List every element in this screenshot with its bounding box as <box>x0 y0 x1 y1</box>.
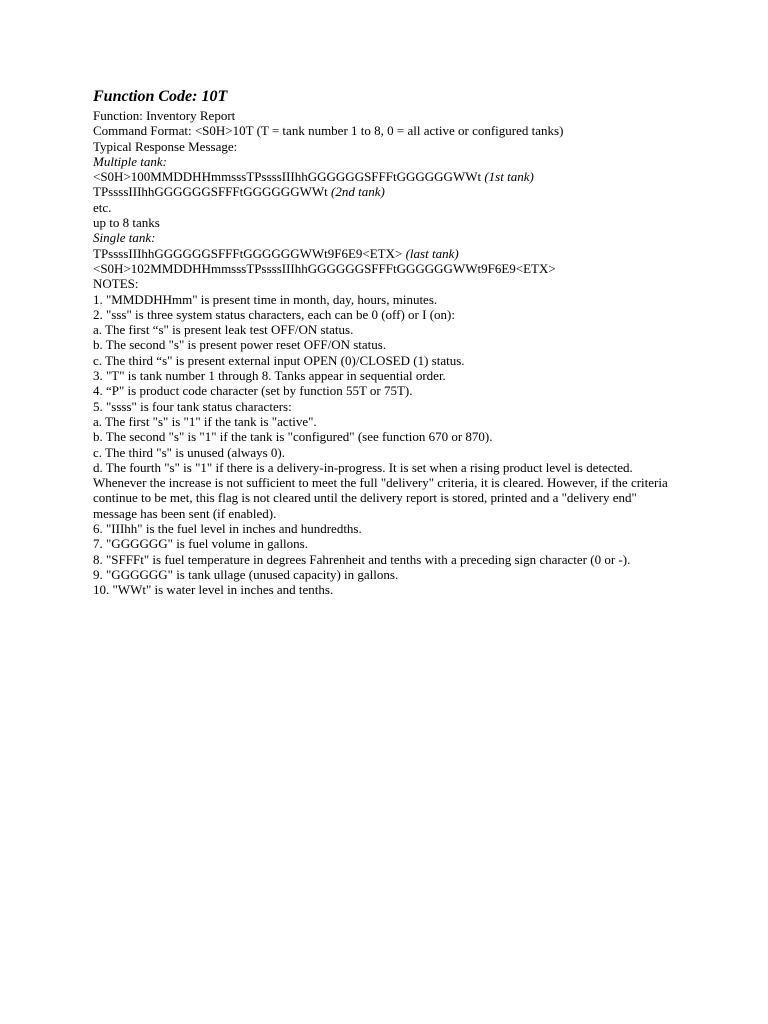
note-5a: a. The first "s" is "1" if the tank is "active". <box>93 413 317 429</box>
note-1: 1. "MMDDHHmm" is present time in month, day, hours, minutes. <box>93 291 438 307</box>
notes-heading: NOTES: <box>93 276 139 292</box>
note-10: 10. "WWt" is water level in inches and tenths. <box>93 582 334 598</box>
command-format-line: Command Format: <S0H>10T (T = tank number 1 to 8, 0 = all active or configured tanks) <box>93 123 564 139</box>
page-title: Function Code: 10T <box>93 88 228 105</box>
note-4: 4. “P" is product code character (set by function 55T or 75T). <box>93 383 413 399</box>
note-6: 6. "IIIhh" is the fuel level in inches and hundredths. <box>93 521 362 537</box>
note-7: 7. "GGGGGG" is fuel volume in gallons. <box>93 536 308 552</box>
etc-line: etc. <box>93 199 112 215</box>
multiple-tank-line-1-note: (1st tank) <box>484 169 534 185</box>
multiple-tank-line-1-code: <S0H>100MMDDHHmmsssTPssssIIIhhGGGGGGSFFFtGGGGGGWWt <box>93 169 485 185</box>
multiple-tank-line-1 <box>93 169 693 184</box>
document-page <box>93 87 693 598</box>
up-to-line: up to 8 tanks <box>93 215 160 231</box>
multiple-tank-label: Multiple tank: <box>93 153 168 169</box>
single-tank-label: Single tank: <box>93 230 156 246</box>
multiple-tank-line-2-note: (2nd tank) <box>331 184 385 200</box>
note-2c: c. The third “s" is present external input OPEN (0)/CLOSED (1) status. <box>93 352 465 368</box>
note-2: 2. "sss" is three system status characters, each can be 0 (off) or I (on): <box>93 306 455 322</box>
note-5b: b. The second "s" is "1" if the tank is "configured" (see function 670 or 870). <box>93 429 493 445</box>
typical-response-line: Typical Response Message: <box>93 138 238 154</box>
note-5: 5. "ssss" is four tank status characters: <box>93 398 292 414</box>
note-3: 3. "T" is tank number 1 through 8. Tanks appear in sequential order. <box>93 368 446 384</box>
single-tank-line-2: <S0H>102MMDDHHmmsssTPssssIIIhhGGGGGGSFFFtGGGGGGWWt9F6E9<ETX> <box>93 260 556 276</box>
note-5d: d. The fourth "s" is "1" if there is a delivery-in-progress. It is set when a rising product level is detected. Whenever the increase is not sufficient to meet the full "delivery" criteria, it is cleared. However, if the criteria continue to be met, this flag is not cleared until the delivery report is stored, printed and a "delivery end" message has been sent (if enabled). <box>93 459 668 521</box>
note-2b: b. The second "s" is present power reset OFF/ON status. <box>93 337 387 353</box>
note-9: 9. "GGGGGG" is tank ullage (unused capacity) in gallons. <box>93 566 399 582</box>
multiple-tank-line-2 <box>93 184 693 199</box>
note-5c: c. The third "s" is unused (always 0). <box>93 444 285 460</box>
single-tank-line-1 <box>93 246 693 261</box>
single-tank-line-1-code: TPssssIIIhhGGGGGGSFFFtGGGGGGWWt9F6E9<ETX> <box>93 245 406 261</box>
multiple-tank-line-2-code: TPssssIIIhhGGGGGGSFFFtGGGGGGWWt <box>93 184 331 200</box>
note-8: 8. "SFFFt" is fuel temperature in degrees Fahrenheit and tenths with a preceding sign character (0 or -). <box>93 551 631 567</box>
note-2a: a. The first “s" is present leak test OFF/ON status. <box>93 322 354 338</box>
function-line: Function: Inventory Report <box>93 108 236 123</box>
single-tank-line-1-note: (last tank) <box>405 245 459 261</box>
